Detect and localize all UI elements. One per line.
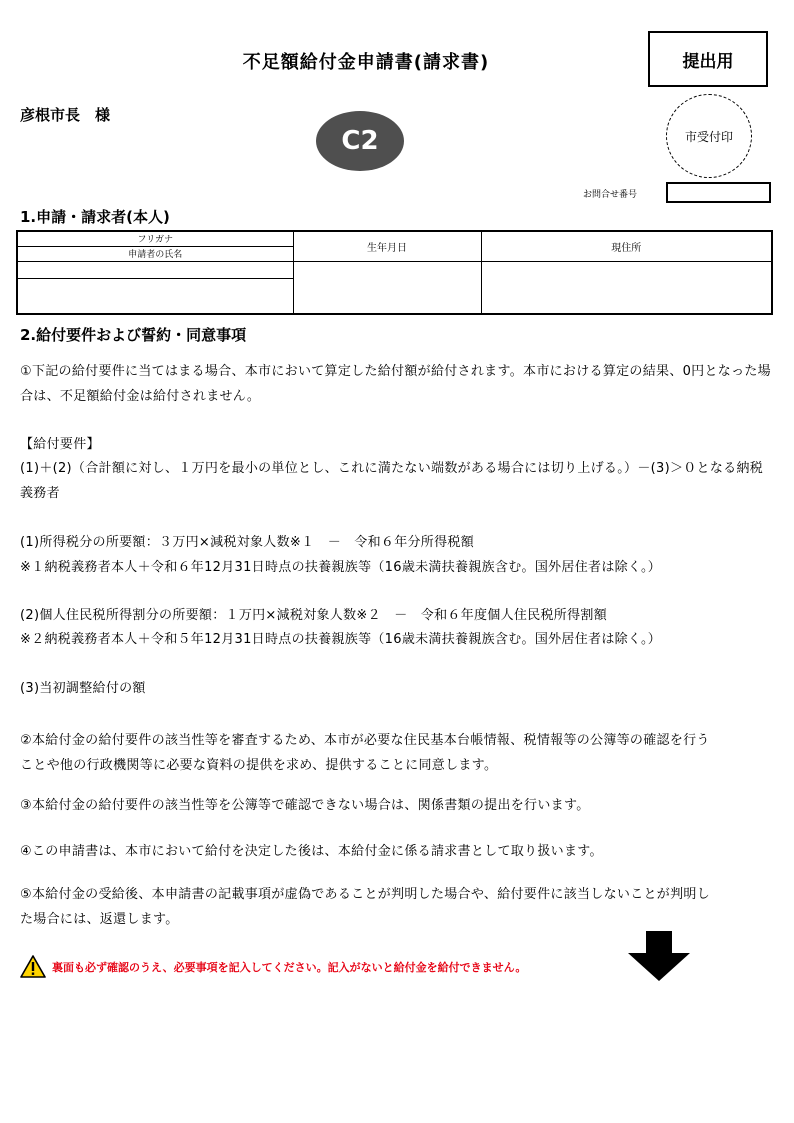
clause-3: ③本給付金の給付要件の該当性等を公簿等で確認できない場合は、関係書類の提出を行います。 <box>20 798 590 813</box>
section2-title: 2.給付要件および誓約・同意事項 <box>20 326 247 344</box>
inquiry-number-label: お問合せ番号 <box>583 190 638 200</box>
name-input[interactable] <box>17 278 293 314</box>
section1-title: 1.申請・請求者(本人) <box>20 208 170 226</box>
reception-stamp-area <box>666 94 752 178</box>
requirement-item-1: (1)所得税分の所要額：３万円×減税対象人数※１ － 令和６年分所得税額 <box>20 535 474 550</box>
requirements-formula: (1)＋(2)（合計額に対し、１万円を最小の単位とし、これに満たない端数がある場合には切り上げる。）－(3)＞０となる納税義務者 <box>20 461 764 501</box>
addressee: 彦根市長 様 <box>20 106 111 124</box>
requirement-item-3: (3)当初調整給付の額 <box>20 681 146 696</box>
birthdate-header: 生年月日 <box>293 231 481 261</box>
form-code-badge: C2 <box>316 111 404 171</box>
submit-copy-label: 提出用 <box>648 31 768 87</box>
warning-notice <box>20 955 526 978</box>
form-title: 不足額給付金申請書(請求書) <box>242 52 490 73</box>
warning-icon <box>20 955 46 978</box>
clause-2: ②本給付金の給付要件の該当性等を審査するため、本市が必要な住民基本台帳情報、税情報等の公簿等の確認を行うことや他の行政機関等に必要な資料の提供を求め、提供することに同意します。 <box>20 733 710 773</box>
applicant-table <box>16 230 773 315</box>
birthdate-input[interactable] <box>293 261 481 314</box>
name-header: 申請者の氏名 <box>17 246 293 261</box>
furigana-input[interactable] <box>17 261 293 278</box>
clause-1: ①下記の給付要件に当てはまる場合、本市において算定した給付額が給付されます。本市における算定の結果、0円となった場合は、不足額給付金は給付されません。 <box>20 364 771 404</box>
address-input[interactable] <box>481 261 772 314</box>
requirement-note-2: ※２納税義務者本人＋令和５年12月31日時点の扶養親族等（16歳未満扶養親族含む。国外居住者は除く。） <box>20 632 662 647</box>
warning-text: 裏面も必ず確認のうえ、必要事項を記入してください。記入がないと給付金を給付できません。 <box>52 960 527 974</box>
stamp-label: 市受付印 <box>684 129 733 144</box>
address-header: 現住所 <box>481 231 772 261</box>
requirements-heading: 【給付要件】 <box>20 437 100 452</box>
clause-4: ④この申請書は、本市において給付を決定した後は、本給付金に係る請求書として取り扱います。 <box>20 844 603 859</box>
requirement-item-2: (2)個人住民税所得割分の所要額：１万円×減税対象人数※２ － 令和６年度個人住民税所得割額 <box>20 608 607 623</box>
requirement-note-1: ※１納税義務者本人＋令和６年12月31日時点の扶養親族等（16歳未満扶養親族含む。国外居住者は除く。） <box>20 560 662 575</box>
clause-5: ⑤本給付金の受給後、本申請書の記載事項が虚偽であることが判明した場合や、給付要件に該当しないことが判明した場合には、返還します。 <box>20 887 710 927</box>
furigana-header: フリガナ <box>17 231 293 246</box>
arrow-down-icon <box>628 931 690 981</box>
inquiry-number-field[interactable] <box>666 182 771 203</box>
